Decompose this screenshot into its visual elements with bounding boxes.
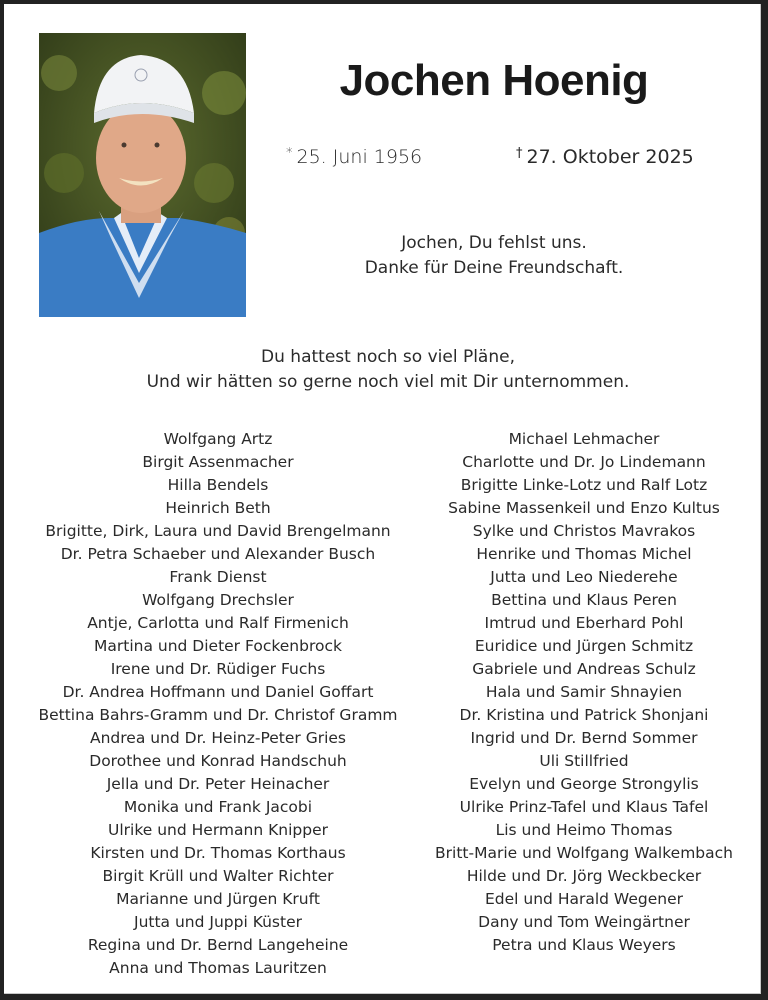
- mourner-name: Hilde und Dr. Jörg Weckbecker: [466, 867, 702, 885]
- mourners-list-left: [18, 428, 418, 980]
- birth-star-icon: *: [286, 146, 293, 161]
- mourner-name: Imtrud und Eberhard Pohl: [484, 614, 684, 632]
- mourner-name: Dr. Kristina und Patrick Shonjani: [459, 706, 709, 724]
- quote-line: Du hattest noch so viel Pläne,: [261, 347, 515, 367]
- mourner-name: Britt-Marie und Wolfgang Walkembach: [435, 844, 733, 862]
- mourner-name: Wolfgang Drechsler: [142, 591, 294, 609]
- mourner-name: Jella und Dr. Peter Heinacher: [106, 775, 330, 793]
- mourner-name: Sabine Massenkeil und Enzo Kultus: [448, 499, 720, 517]
- mourner-name: Petra und Klaus Weyers: [492, 936, 676, 954]
- mourner-name: Birgit Assenmacher: [142, 453, 294, 471]
- mourner-name: Lis und Heimo Thomas: [495, 821, 673, 839]
- mourner-name: Bettina Bahrs-Gramm und Dr. Christof Gramm: [38, 706, 398, 724]
- mourner-name: Brigitte Linke-Lotz und Ralf Lotz: [460, 476, 708, 494]
- mourner-name: Dorothee und Konrad Handschuh: [89, 752, 347, 770]
- mourner-name: Henrike und Thomas Michel: [476, 545, 692, 563]
- mourners-list-right: [384, 428, 768, 957]
- mourner-name: Anna und Thomas Lauritzen: [109, 959, 327, 977]
- mourner-name: Regina und Dr. Bernd Langeheine: [87, 936, 349, 954]
- death-date-text: 27. Oktober 2025: [526, 146, 694, 168]
- mourner-name: Jutta und Juppi Küster: [134, 913, 302, 931]
- mourner-name: Heinrich Beth: [165, 499, 271, 517]
- mourner-name: Dr. Petra Schaeber und Alexander Busch: [60, 545, 376, 563]
- mourner-name: Hilla Bendels: [167, 476, 269, 494]
- birth-date-text: 25. Juni 1956: [296, 146, 423, 168]
- message-line: Jochen, Du fehlst uns.: [401, 233, 587, 253]
- mourner-name: Dr. Andrea Hoffmann und Daniel Goffart: [62, 683, 374, 701]
- mourner-name: Monika und Frank Jacobi: [123, 798, 313, 816]
- mourner-name: Edel und Harald Wegener: [485, 890, 683, 908]
- mourner-name: Ulrike und Hermann Knipper: [108, 821, 328, 839]
- deceased-name: Jochen Hoenig: [339, 56, 649, 105]
- mourner-name: Evelyn und George Strongylis: [469, 775, 699, 793]
- mourner-name: Andrea und Dr. Heinz-Peter Gries: [89, 729, 346, 747]
- mourner-name: Charlotte und Dr. Jo Lindemann: [462, 453, 706, 471]
- mourner-name: Martina und Dieter Fockenbrock: [94, 637, 342, 655]
- mourner-name: Michael Lehmacher: [508, 430, 660, 448]
- mourner-name: Dany und Tom Weingärtner: [478, 913, 690, 931]
- mourner-name: Jutta und Leo Niederehe: [490, 568, 678, 586]
- message-line: Danke für Deine Freundschaft.: [364, 258, 624, 278]
- mourner-name: Bettina und Klaus Peren: [491, 591, 677, 609]
- mourner-name: Ingrid und Dr. Bernd Sommer: [470, 729, 698, 747]
- personal-message: [254, 231, 734, 281]
- mourner-name: Antje, Carlotta und Ralf Firmenich: [87, 614, 349, 632]
- cross-icon: †: [516, 146, 523, 161]
- mourner-name: Kirsten und Dr. Thomas Korthaus: [90, 844, 346, 862]
- mourner-name: Ulrike Prinz-Tafel und Klaus Tafel: [459, 798, 709, 816]
- mourner-name: Frank Dienst: [169, 568, 267, 586]
- mourner-name: Marianne und Jürgen Kruft: [116, 890, 320, 908]
- portrait-photo: [39, 33, 246, 317]
- mourner-name: Uli Stillfried: [539, 752, 629, 770]
- mourner-name: Hala und Samir Shnayien: [485, 683, 683, 701]
- mourner-name: Wolfgang Artz: [163, 430, 273, 448]
- mourner-name: Brigitte, Dirk, Laura und David Brengelmann: [45, 522, 391, 540]
- memorial-quote: [8, 345, 768, 395]
- mourner-name: Sylke und Christos Mavrakos: [472, 522, 696, 540]
- mourner-name: Euridice und Jürgen Schmitz: [474, 637, 694, 655]
- mourner-name: Gabriele und Andreas Schulz: [472, 660, 696, 678]
- mourner-name: Irene und Dr. Rüdiger Fuchs: [110, 660, 326, 678]
- obituary-card: [4, 4, 761, 994]
- quote-line: Und wir hätten so gerne noch viel mit Dir unternommen.: [146, 372, 630, 392]
- mourner-name: Birgit Krüll und Walter Richter: [102, 867, 334, 885]
- death-date: [516, 146, 694, 168]
- birth-date: [286, 146, 422, 168]
